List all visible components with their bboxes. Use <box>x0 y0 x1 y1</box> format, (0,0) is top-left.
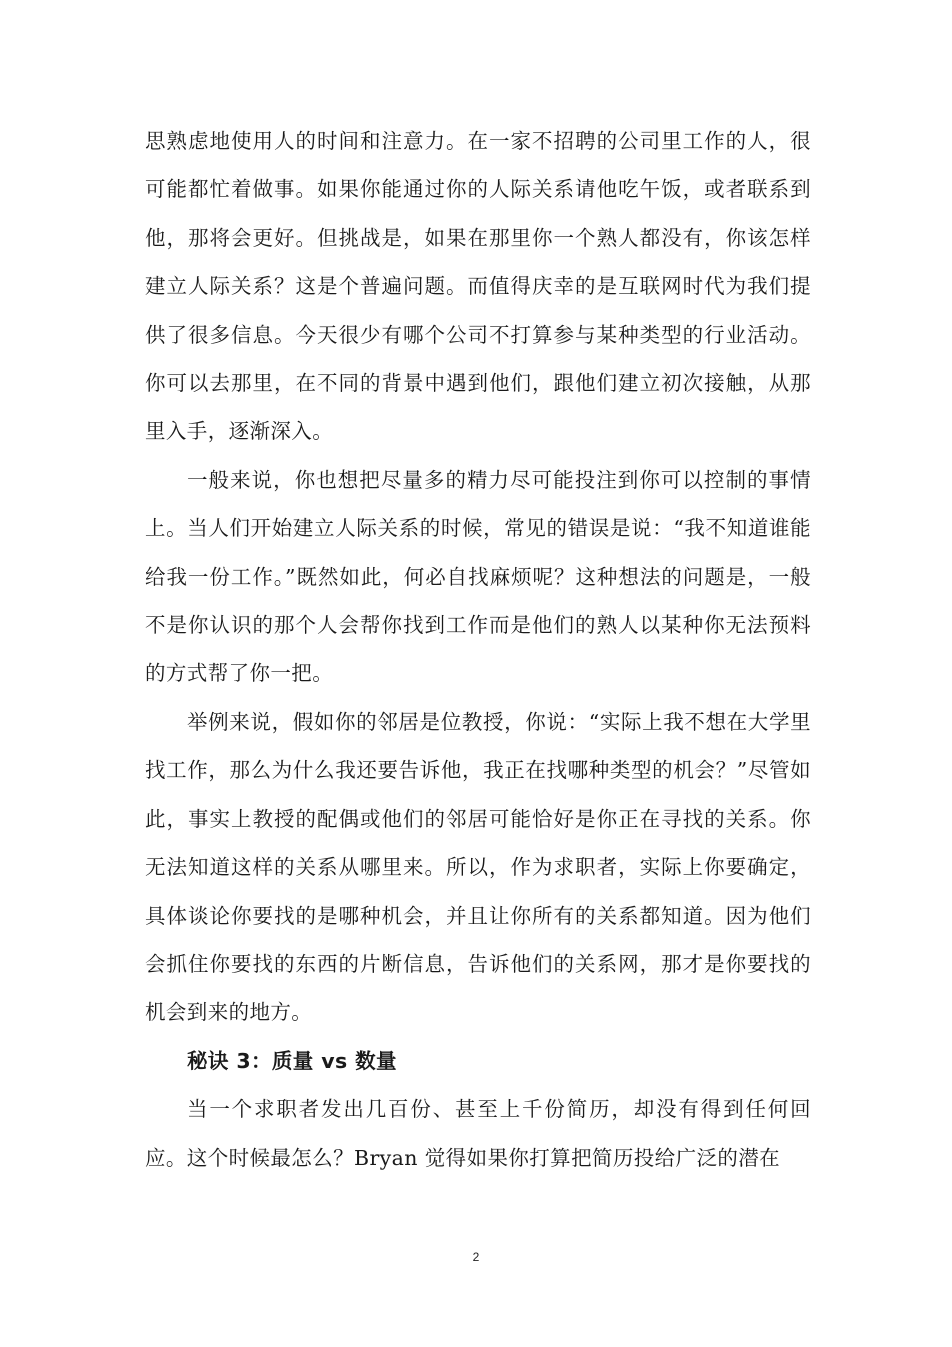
paragraph-1: 思熟虑地使用人的时间和注意力。在一家不招聘的公司里工作的人，很可能都忙着做事。如果你能通过你的人际关系请他吃午饭，或者联系到他，那将会更好。但挑战是，如果在那里你一个熟人都没有，你该怎样建立人际关系？这是个普遍问题。而值得庆幸的是互联网时代为我们提供了很多信息。今天很少有哪个公司不打算参与某种类型的行业活动。你可以去那里，在不同的背景中遇到他们，跟他们建立初次接触，从那里入手，逐渐深入。 <box>145 129 811 444</box>
paragraph-3: 举例来说，假如你的邻居是位教授，你说：“实际上我不想在大学里找工作，那么为什么我还要告诉他，我正在找哪种类型的机会？”尽管如此，事实上教授的配偶或他们的邻居可能恰好是你正在寻找的关系。你无法知道这样的关系从哪里来。所以，作为求职者，实际上你要确定，具体谈论你要找的是哪种机会，并且让你所有的关系都知道。因为他们会抓住你要找的东西的片断信息，告诉他们的关系网，那才是你要找的机会到来的地方。 <box>145 709 811 1025</box>
section-heading: 秘诀 3：质量 vs 数量 <box>187 1048 397 1073</box>
paragraph-4: 当一个求职者发出几百份、甚至上千份简历，却没有得到任何回应。这个时候最怎么？Bryan 觉得如果你打算把简历投给广泛的潜在 <box>145 1097 811 1170</box>
document-body <box>145 117 811 1182</box>
page-number: 2 <box>472 1250 480 1264</box>
paragraph-2: 一般来说，你也想把尽量多的精力尽可能投注到你可以控制的事情上。当人们开始建立人际关系的时候，常见的错误是说：“我不知道谁能给我一份工作。”既然如此，何必自找麻烦呢？这种想法的问题是，一般不是你认识的那个人会帮你找到工作而是他们的熟人以某种你无法预料的方式帮了你一把。 <box>145 467 811 686</box>
